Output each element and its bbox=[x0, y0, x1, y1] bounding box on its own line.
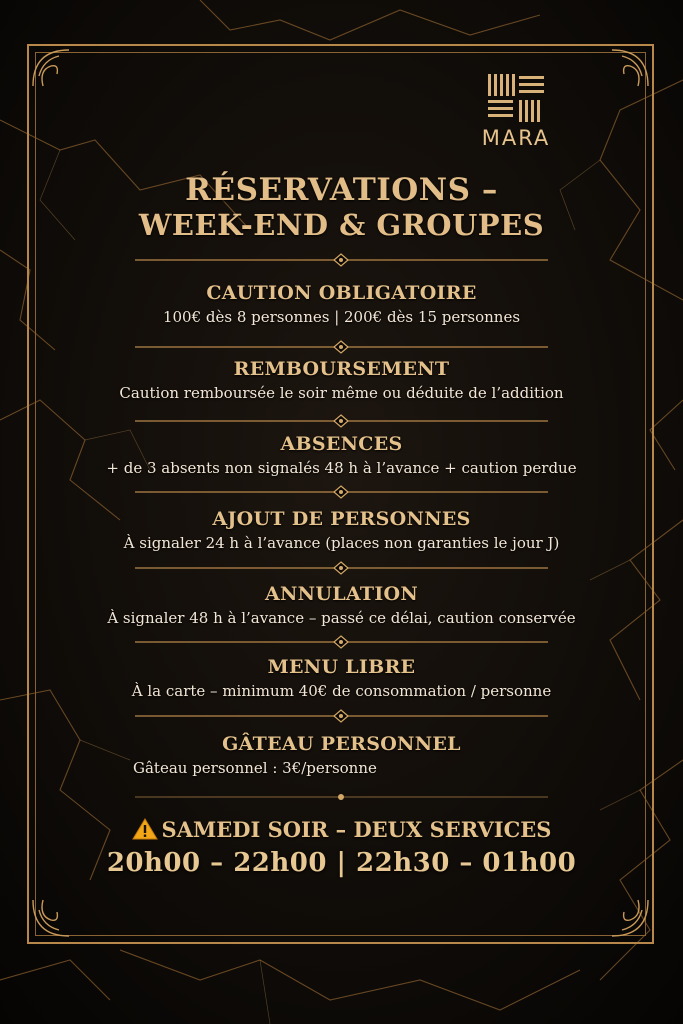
section-ajout-personnes bbox=[0, 508, 683, 552]
section-heading: MENU LIBRE bbox=[267, 656, 416, 678]
section-body: À signaler 48 h à l’avance – passé ce délai, caution conservée bbox=[107, 609, 576, 627]
section-heading: AJOUT DE PERSONNES bbox=[212, 508, 471, 530]
saturday-times: 20h00 – 22h00 | 22h30 – 01h00 bbox=[106, 848, 577, 878]
title-line-2: WEEK-END & GROUPES bbox=[138, 208, 545, 242]
title-line-1: RÉSERVATIONS – bbox=[185, 172, 498, 208]
brand-name: MARA bbox=[481, 126, 551, 150]
section-annulation bbox=[0, 583, 683, 627]
divider bbox=[0, 485, 683, 499]
section-body: Gâteau personnel : 3€/personne bbox=[133, 759, 377, 777]
warning-icon bbox=[132, 818, 158, 840]
section-heading: ABSENCES bbox=[280, 433, 403, 455]
section-heading: REMBOURSEMENT bbox=[233, 358, 450, 380]
section-body: À la carte – minimum 40€ de consommation / personne bbox=[131, 682, 552, 700]
section-body: + de 3 absents non signalés 48 h à l’avance + caution perdue bbox=[106, 459, 577, 477]
corner-ornament-bottom-left bbox=[29, 880, 89, 940]
section-heading: GÂTEAU PERSONNEL bbox=[222, 733, 461, 755]
divider bbox=[0, 561, 683, 575]
saturday-heading-row bbox=[132, 817, 552, 842]
section-body: Caution remboursée le soir même ou déduite de l’addition bbox=[119, 384, 564, 402]
divider bbox=[0, 253, 683, 267]
section-heading: ANNULATION bbox=[264, 583, 419, 605]
section-gateau bbox=[0, 733, 683, 777]
divider bbox=[0, 790, 683, 804]
saturday-heading: SAMEDI SOIR – DEUX SERVICES bbox=[161, 817, 552, 842]
saturday-notice bbox=[0, 817, 683, 842]
brand-logo bbox=[466, 74, 566, 150]
section-caution bbox=[0, 282, 683, 326]
corner-ornament-top-right bbox=[592, 46, 652, 106]
corner-ornament-top-left bbox=[29, 46, 89, 106]
section-menu-libre bbox=[0, 656, 683, 700]
section-heading: CAUTION OBLIGATOIRE bbox=[206, 282, 477, 304]
section-body: 100€ dès 8 personnes | 200€ dès 15 personnes bbox=[162, 308, 521, 326]
section-absences bbox=[0, 433, 683, 477]
divider bbox=[0, 709, 683, 723]
divider bbox=[0, 340, 683, 354]
mara-logo-icon bbox=[488, 74, 544, 124]
corner-ornament-bottom-right bbox=[592, 880, 652, 940]
divider bbox=[0, 414, 683, 428]
section-body: À signaler 24 h à l’avance (places non garanties le jour J) bbox=[123, 534, 560, 552]
section-remboursement bbox=[0, 358, 683, 402]
divider bbox=[0, 635, 683, 649]
